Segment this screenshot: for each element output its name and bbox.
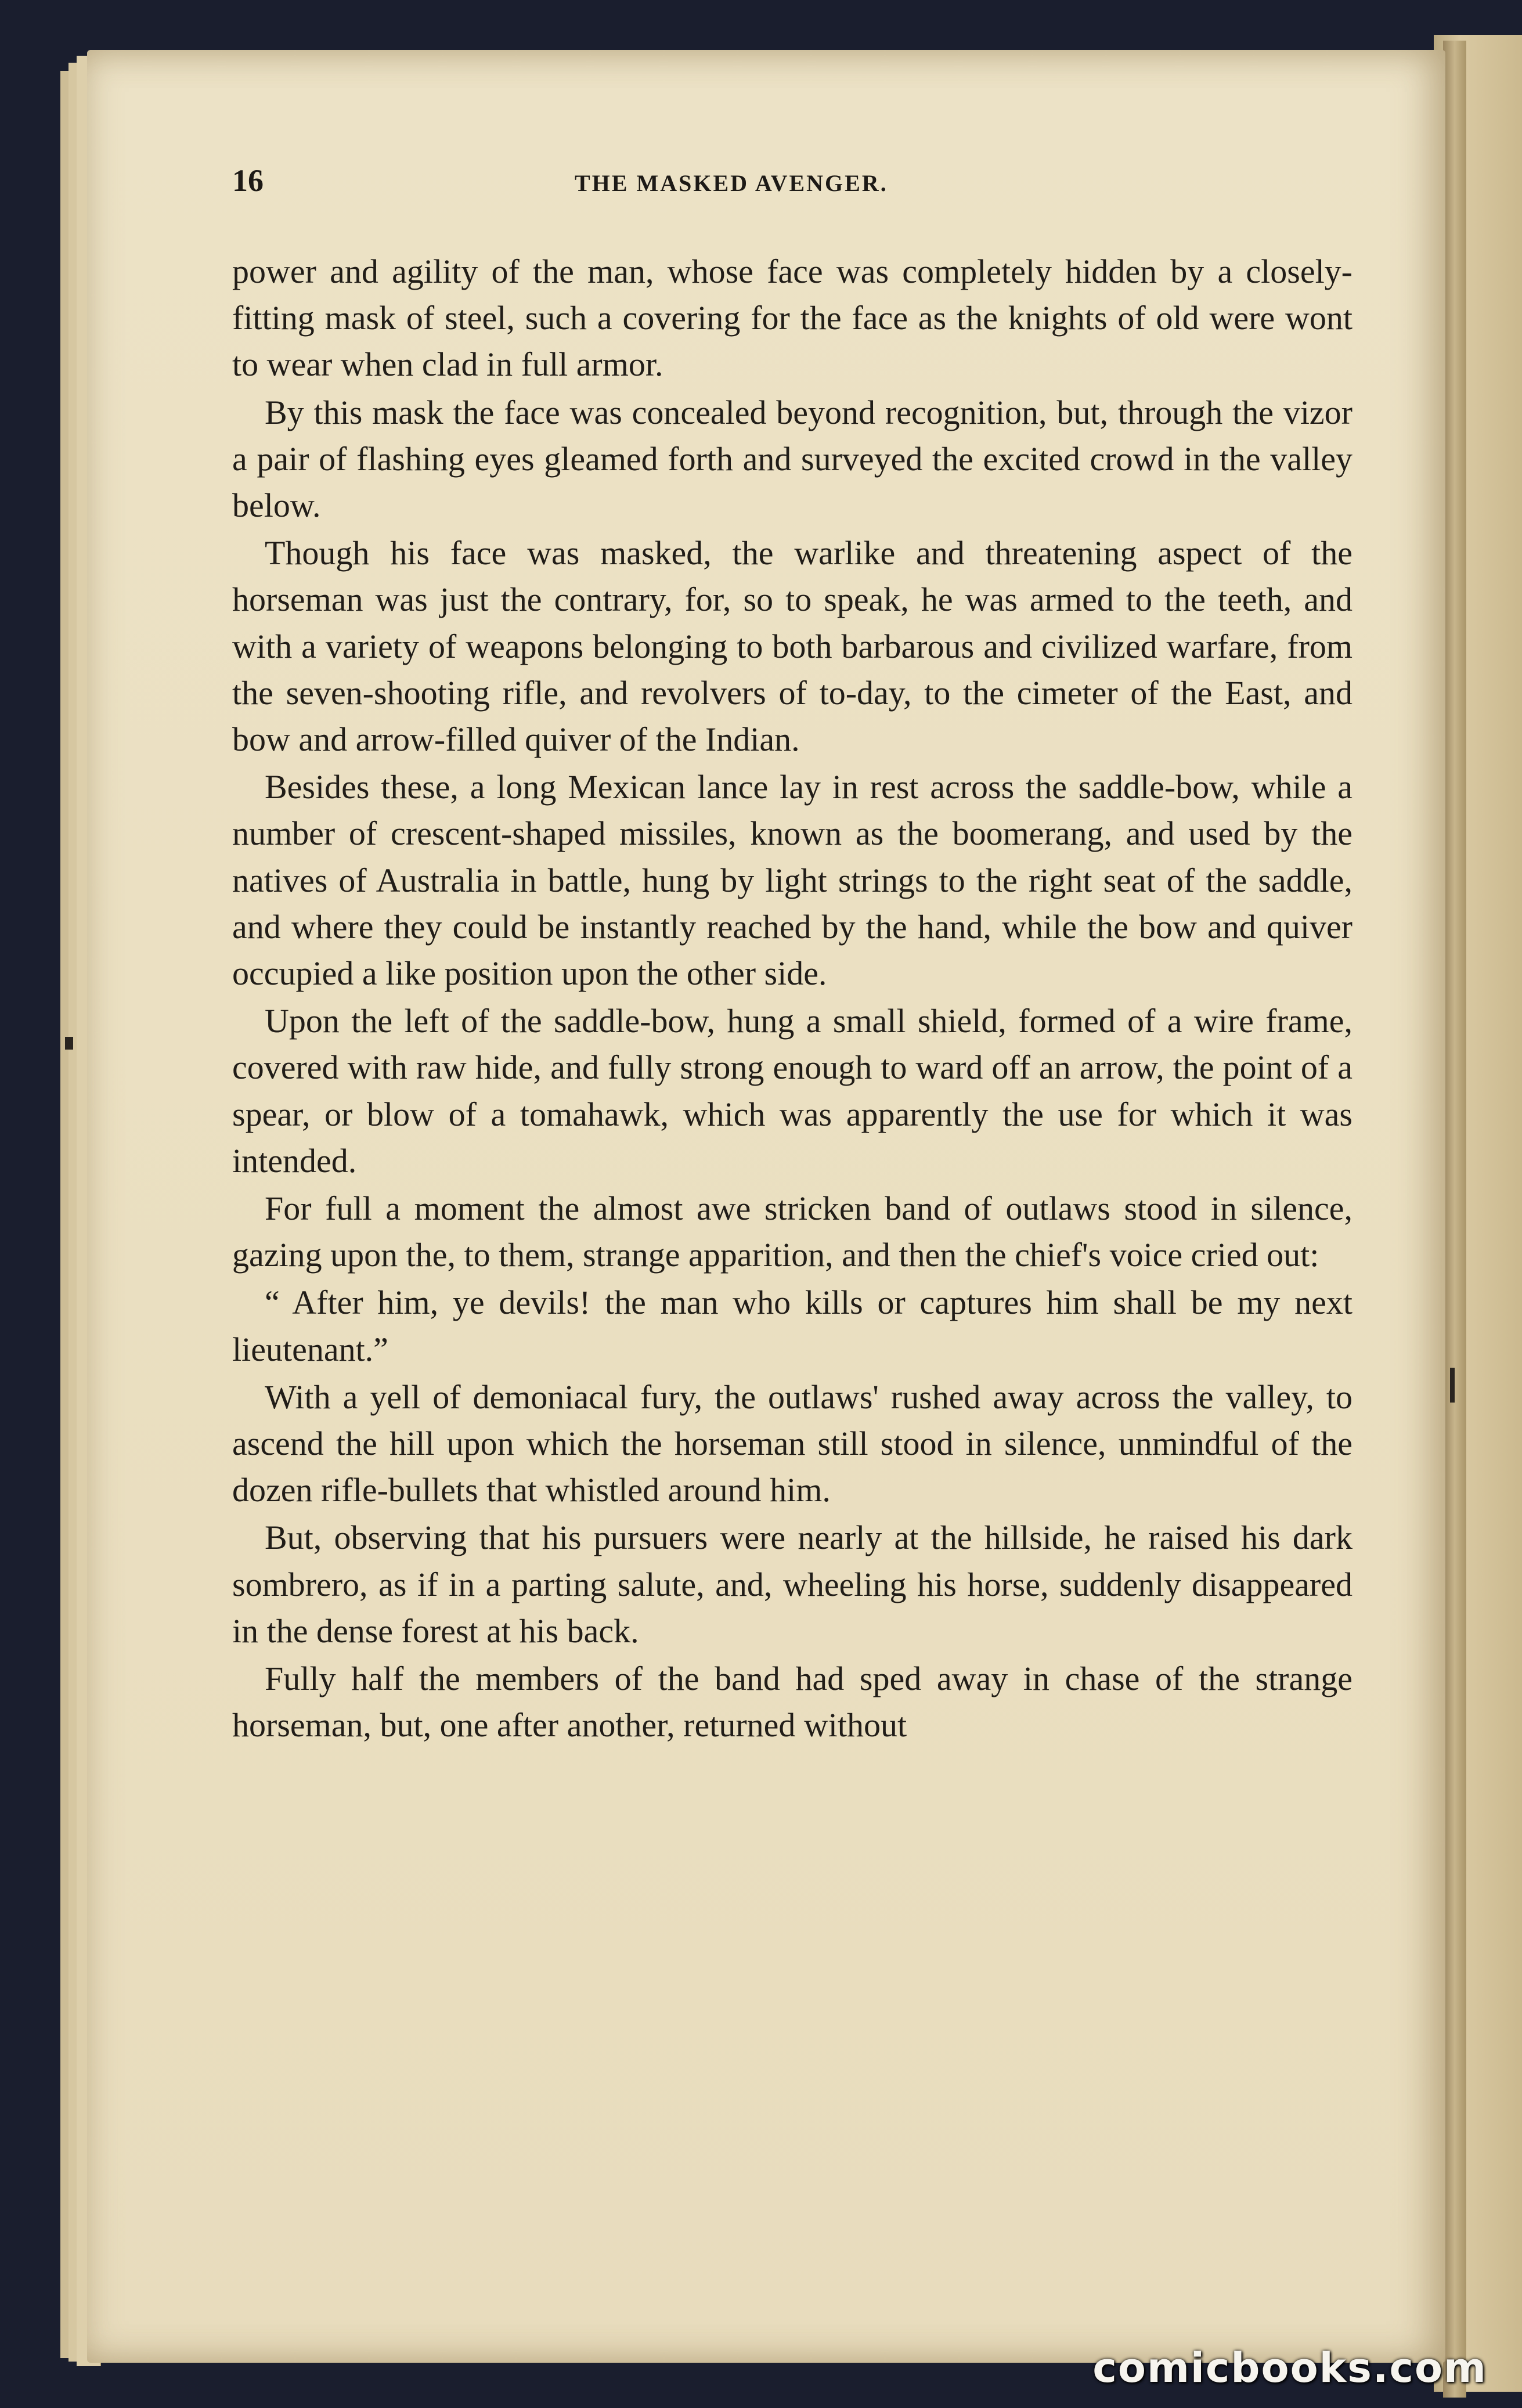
paragraph: But, observing that his pursuers were nearly at the hillside, he raised his dark sombrero, as if in a parting salute, and, wheeling his horse, suddenly disappeared in the dense forest at his back. [232,1519,1353,1650]
page-header [232,163,1335,203]
paragraph: Though his face was masked, the warlike and threatening aspect of the horseman was just the contrary, for, so to speak, he was armed to the teeth, and with a variety of weapons belonging to both barbarous and civilized warfare, from the seven-shooting rifle, and revolvers of to-day, to the cimeter of the East, and bow and arrow-filled quiver of the Indian. [232,534,1353,759]
paragraph: Fully half the members of the band had sped away in chase of the strange horseman, but, one after another, returned without [232,1660,1353,1744]
page-number: 16 [232,163,264,198]
margin-mark [65,1037,73,1050]
paragraph: Upon the left of the saddle-bow, hung a small shield, formed of a wire frame, covered with raw hide, and fully strong enough to ward off an arrow, the point of a spear, or blow of a tomahawk, which was apparently the use for which it was intended. [232,1002,1353,1180]
watermark: comicbooks.com [1092,2344,1487,2392]
paragraph: With a yell of demoniacal fury, the outlaws' rushed away across the valley, to ascend the hill upon which the horseman still stood in silence, unmindful of the dozen rifle-bullets that whistled around him. [232,1378,1353,1509]
paragraph: “ After him, ye devils! the man who kills or captures him shall be my next lieutenant.” [232,1284,1353,1368]
paragraph: For full a moment the almost awe stricken band of outlaws stood in silence, gazing upon the, to them, strange apparition, and then the chief's voice cried out: [232,1189,1353,1274]
running-head: THE MASKED AVENGER. [575,170,888,196]
paragraph: Besides these, a long Mexican lance lay in rest across the saddle-bow, while a number of crescent-shaped missiles, known as the boomerang, and used by the natives of Australia in battle, hung by light strings to the right seat of the saddle, and where they could be instantly reached by the hand, while the bow and quiver occupied a like position upon the other side. [232,768,1353,993]
book-binding [1443,41,1466,2398]
paragraph: By this mask the face was concealed beyond recognition, but, through the vizor a pair of flashing eyes gleamed forth and surveyed the excited crowd in the valley below. [232,393,1353,525]
margin-mark [1450,1368,1455,1403]
body-text [232,248,1353,1749]
paragraph: power and agility of the man, whose face was completely hidden by a closely-fitting mask of steel, such a covering for the face as the knights of old were wont to wear when clad in full armor. [232,253,1353,384]
